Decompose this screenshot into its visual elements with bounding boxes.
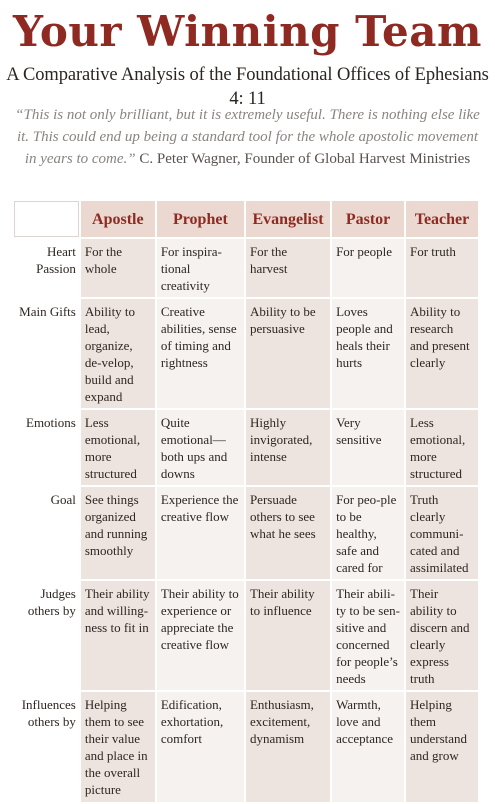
table-cell: For peo-ple to be healthy, safe and cared for — [332, 487, 404, 579]
table-cell: Highly invigorated, intense — [246, 410, 330, 485]
table-cell: Their ability to discern and clearly express truth — [406, 581, 478, 690]
quote-text: “This is not only brilliant, but it is extremely useful. There is nothing else like it. This could end up being a standard tool for the whole apostolic movement in years to come.” — [15, 107, 480, 167]
table-cell: For truth — [406, 239, 478, 297]
column-header-pastor: Pastor — [332, 201, 404, 237]
table-cell: Helping them understand and grow — [406, 692, 478, 802]
row-label-heart-passion: Heart Passion — [14, 239, 79, 297]
column-header-prophet: Prophet — [157, 201, 244, 237]
row-label-influences-others-by: Influences others by — [14, 692, 79, 802]
table-cell: Their ability to experience or appreciate the creative flow — [157, 581, 244, 690]
table-row — [14, 239, 478, 297]
table-row — [14, 299, 478, 408]
table-cell: Their abili-ty to be sen-sitive and concerned for people’s needs — [332, 581, 404, 690]
row-label-judges-others-by: Judges others by — [14, 581, 79, 690]
comparison-table — [12, 199, 480, 804]
table-cell: Ability to lead, organize, de-velop, build and expand — [81, 299, 155, 408]
table-cell: Very sensitive — [332, 410, 404, 485]
row-label-goal: Goal — [14, 487, 79, 579]
table-cell: For the whole — [81, 239, 155, 297]
endorsement-quote — [14, 104, 481, 170]
table-row — [14, 487, 478, 579]
page-title: Your Winning Team — [13, 7, 482, 56]
quote-author: C. Peter Wagner, Founder of Global Harvest Ministries — [139, 151, 471, 167]
column-header-evangelist: Evangelist — [246, 201, 330, 237]
table-cell: Creative abilities, sense of timing and rightness — [157, 299, 244, 408]
table-corner-cell — [14, 201, 79, 237]
table-cell: Ability to be persuasive — [246, 299, 330, 408]
page-subtitle: A Comparative Analysis of the Foundational Offices of Ephesians 4: 11 — [6, 65, 489, 109]
table-cell: Loves people and heals their hurts — [332, 299, 404, 408]
table-cell: Their ability to influence — [246, 581, 330, 690]
table-row — [14, 692, 478, 802]
table-cell: Less emotional, more structured — [406, 410, 478, 485]
table-cell: Helping them to see their value and place in the overall picture — [81, 692, 155, 802]
table-cell: Experience the creative flow — [157, 487, 244, 579]
row-label-main-gifts: Main Gifts — [14, 299, 79, 408]
table-row — [14, 410, 478, 485]
table-cell: Their ability and willing-ness to fit in — [81, 581, 155, 690]
table-cell: Truth clearly communi-cated and assimilated — [406, 487, 478, 579]
table-cell: For people — [332, 239, 404, 297]
table-row — [14, 581, 478, 690]
table-cell: Warmth, love and acceptance — [332, 692, 404, 802]
table-cell: Less emotional, more structured — [81, 410, 155, 485]
row-label-emotions: Emotions — [14, 410, 79, 485]
table-cell: For inspira-tional creativity — [157, 239, 244, 297]
table-cell: See things organized and running smoothly — [81, 487, 155, 579]
table-cell: Ability to research and present clearly — [406, 299, 478, 408]
table-cell: For the harvest — [246, 239, 330, 297]
column-header-apostle: Apostle — [81, 201, 155, 237]
table-cell: Edification, exhortation, comfort — [157, 692, 244, 802]
column-header-teacher: Teacher — [406, 201, 478, 237]
table-cell: Persuade others to see what he sees — [246, 487, 330, 579]
table-cell: Enthusiasm, excitement, dynamism — [246, 692, 330, 802]
table-header-row — [14, 201, 478, 237]
table-cell: Quite emotional—both ups and downs — [157, 410, 244, 485]
